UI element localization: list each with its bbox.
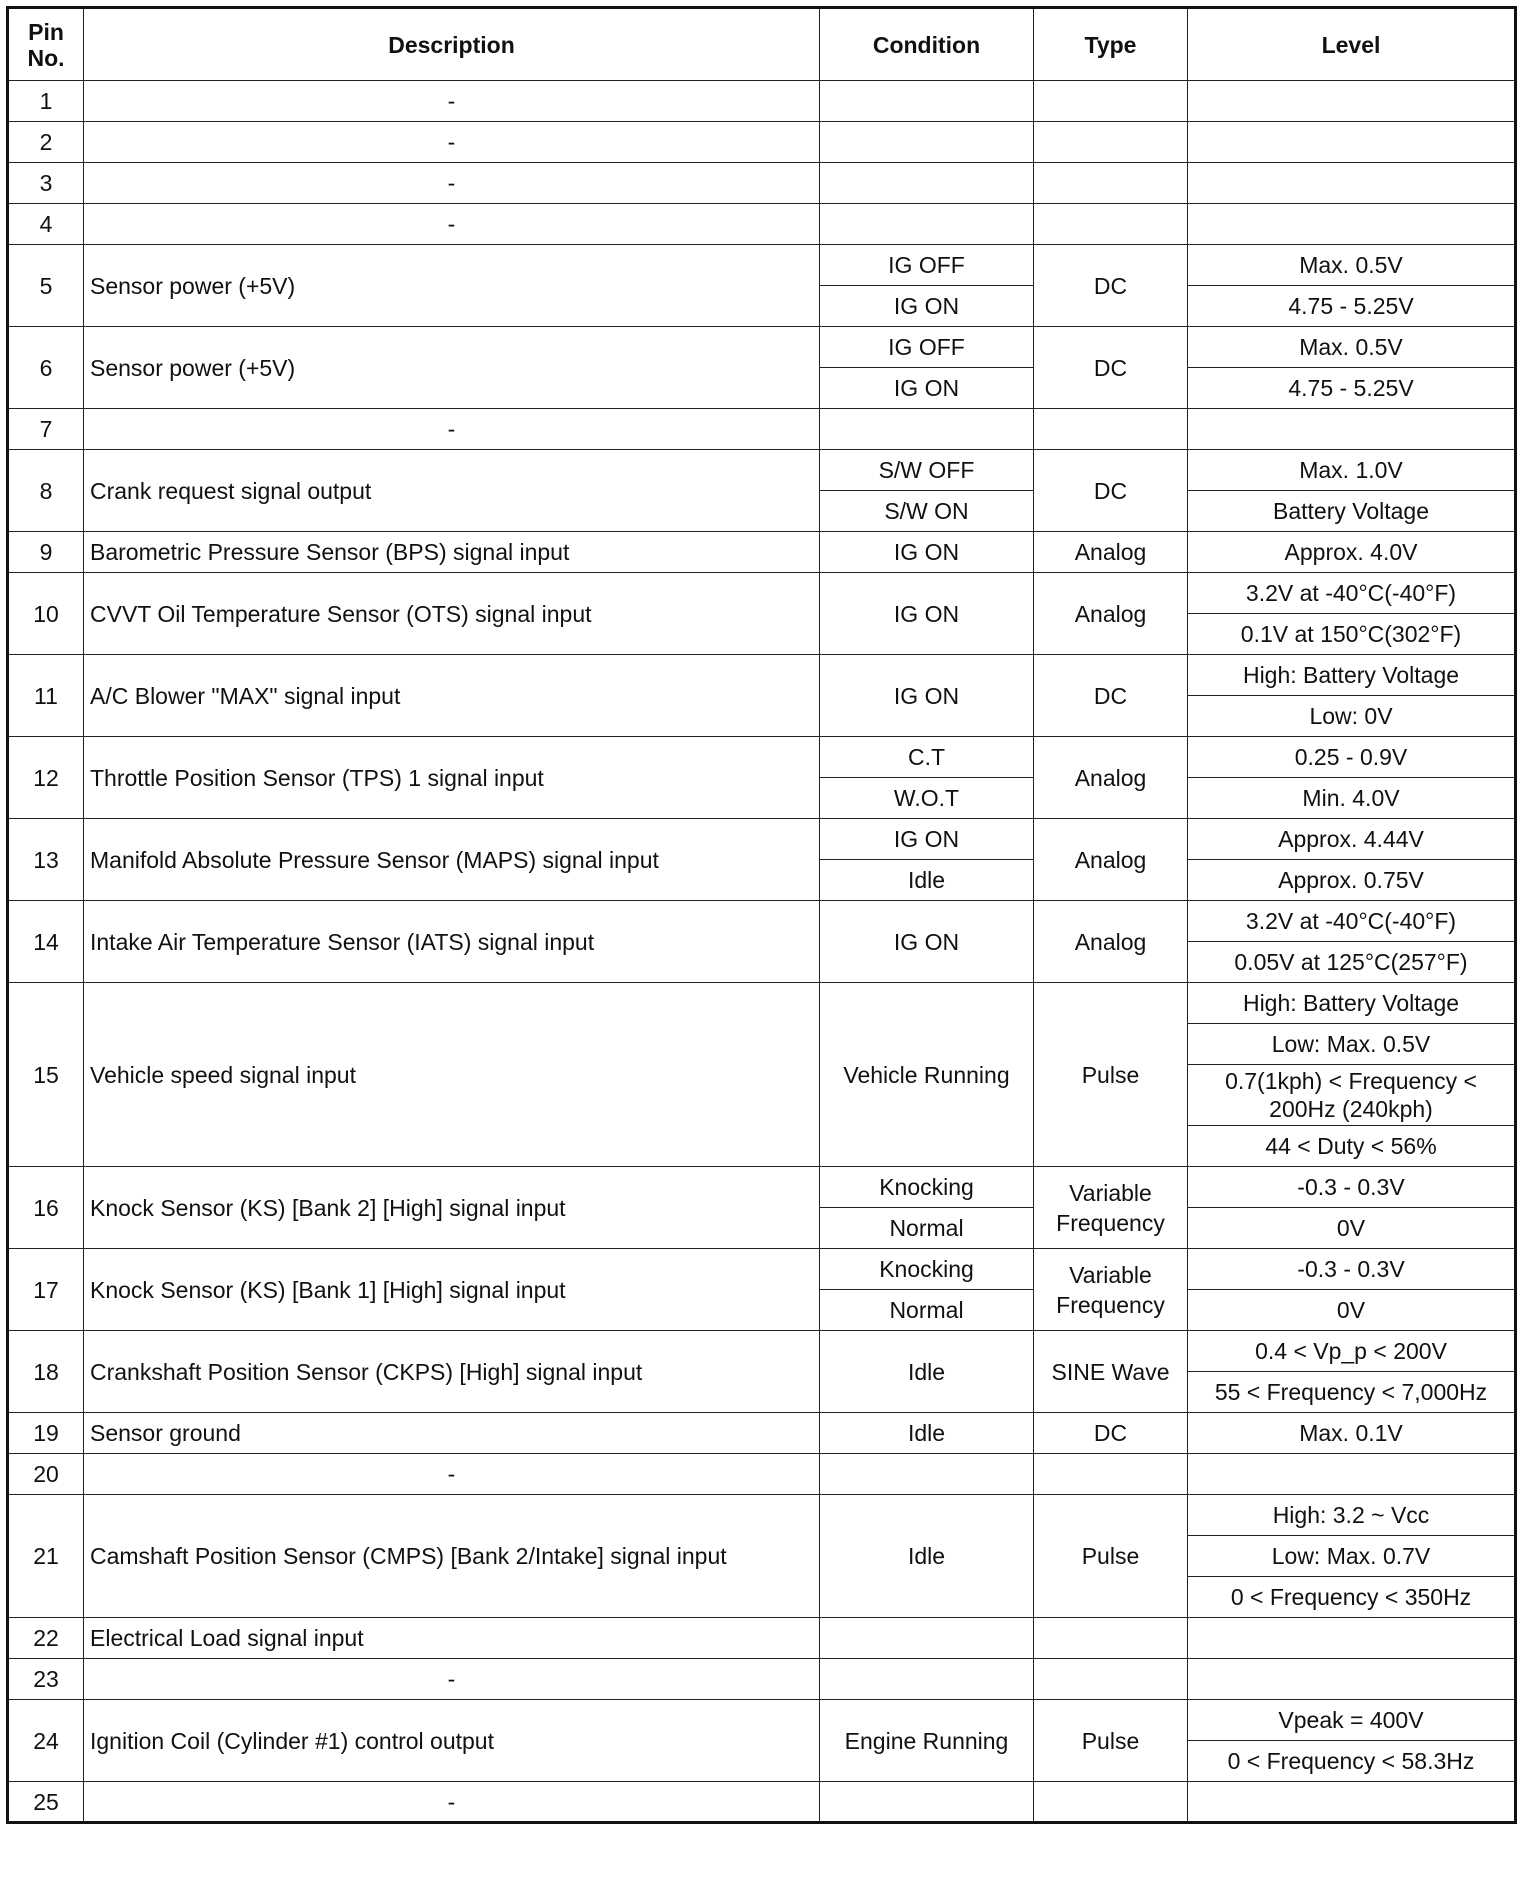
pin-number: 4 xyxy=(8,204,84,245)
pin-type: SINE Wave xyxy=(1034,1331,1188,1413)
pin-table-container xyxy=(6,6,1514,1824)
pin-condition: Normal xyxy=(820,1290,1034,1331)
pin-type xyxy=(1034,163,1188,204)
table-row xyxy=(8,245,1516,286)
header-level: Level xyxy=(1188,8,1516,81)
pin-level: 0.1V at 150°C(302°F) xyxy=(1188,614,1516,655)
pin-level: Battery Voltage xyxy=(1188,491,1516,532)
pin-type: Analog xyxy=(1034,573,1188,655)
pin-level: 0V xyxy=(1188,1290,1516,1331)
pin-level: Max. 1.0V xyxy=(1188,450,1516,491)
pin-description: - xyxy=(84,81,820,122)
pin-description: Vehicle speed signal input xyxy=(84,983,820,1167)
pin-level xyxy=(1188,1782,1516,1823)
pin-level xyxy=(1188,81,1516,122)
pin-description: Ignition Coil (Cylinder #1) control output xyxy=(84,1700,820,1782)
pin-number: 2 xyxy=(8,122,84,163)
pin-condition: IG ON xyxy=(820,901,1034,983)
pin-condition xyxy=(820,122,1034,163)
pin-condition: Vehicle Running xyxy=(820,983,1034,1167)
pin-level: Vpeak = 400V xyxy=(1188,1700,1516,1741)
pin-level: 0.4 < Vp_p < 200V xyxy=(1188,1331,1516,1372)
pin-type: DC xyxy=(1034,450,1188,532)
pin-level: Max. 0.5V xyxy=(1188,327,1516,368)
pin-level: Approx. 4.44V xyxy=(1188,819,1516,860)
pin-type xyxy=(1034,1782,1188,1823)
pin-type xyxy=(1034,122,1188,163)
pin-level: Low: Max. 0.5V xyxy=(1188,1024,1516,1065)
pin-level: Min. 4.0V xyxy=(1188,778,1516,819)
pin-level: -0.3 - 0.3V xyxy=(1188,1167,1516,1208)
header-pin-no xyxy=(8,8,84,81)
pin-level: Max. 0.1V xyxy=(1188,1413,1516,1454)
pin-condition xyxy=(820,1618,1034,1659)
pin-number: 6 xyxy=(8,327,84,409)
pin-description: - xyxy=(84,122,820,163)
pin-number: 18 xyxy=(8,1331,84,1413)
pin-description: Sensor power (+5V) xyxy=(84,245,820,327)
pin-description: - xyxy=(84,1659,820,1700)
pin-condition: Idle xyxy=(820,860,1034,901)
table-row xyxy=(8,1331,1516,1372)
pin-description: Barometric Pressure Sensor (BPS) signal input xyxy=(84,532,820,573)
table-row xyxy=(8,1167,1516,1208)
pin-level: Low: Max. 0.7V xyxy=(1188,1536,1516,1577)
pin-condition: IG ON xyxy=(820,655,1034,737)
pin-condition: Idle xyxy=(820,1331,1034,1413)
pin-number: 13 xyxy=(8,819,84,901)
pin-number: 15 xyxy=(8,983,84,1167)
pin-level: High: Battery Voltage xyxy=(1188,655,1516,696)
pin-level: Approx. 4.0V xyxy=(1188,532,1516,573)
pin-level: Max. 0.5V xyxy=(1188,245,1516,286)
pin-number: 5 xyxy=(8,245,84,327)
pin-level: 44 < Duty < 56% xyxy=(1188,1126,1516,1167)
pin-rows xyxy=(8,81,1516,1823)
pin-condition: Normal xyxy=(820,1208,1034,1249)
pin-level: 0.05V at 125°C(257°F) xyxy=(1188,942,1516,983)
pin-description: Throttle Position Sensor (TPS) 1 signal input xyxy=(84,737,820,819)
pin-number: 17 xyxy=(8,1249,84,1331)
table-row xyxy=(8,163,1516,204)
pin-level: 3.2V at -40°C(-40°F) xyxy=(1188,573,1516,614)
pin-condition: Idle xyxy=(820,1413,1034,1454)
table-row xyxy=(8,1782,1516,1823)
table-row xyxy=(8,737,1516,778)
pin-type xyxy=(1034,1659,1188,1700)
pin-level xyxy=(1188,163,1516,204)
pin-description: - xyxy=(84,1782,820,1823)
pin-type xyxy=(1034,204,1188,245)
pin-number: 12 xyxy=(8,737,84,819)
pin-type xyxy=(1034,1454,1188,1495)
pin-description: - xyxy=(84,409,820,450)
pin-type: DC xyxy=(1034,245,1188,327)
pin-type: Analog xyxy=(1034,901,1188,983)
pin-condition xyxy=(820,1782,1034,1823)
table-row xyxy=(8,1700,1516,1741)
pin-level: 3.2V at -40°C(-40°F) xyxy=(1188,901,1516,942)
pin-condition: C.T xyxy=(820,737,1034,778)
pin-level: 0V xyxy=(1188,1208,1516,1249)
pin-condition: W.O.T xyxy=(820,778,1034,819)
table-row xyxy=(8,1249,1516,1290)
pin-description: - xyxy=(84,204,820,245)
pin-type: Analog xyxy=(1034,532,1188,573)
table-row xyxy=(8,573,1516,614)
pin-number: 25 xyxy=(8,1782,84,1823)
pin-type xyxy=(1034,409,1188,450)
pin-condition: IG ON xyxy=(820,532,1034,573)
pin-description: - xyxy=(84,163,820,204)
pin-number: 1 xyxy=(8,81,84,122)
pin-condition xyxy=(820,1659,1034,1700)
pin-number: 16 xyxy=(8,1167,84,1249)
pin-condition xyxy=(820,163,1034,204)
pin-description: Camshaft Position Sensor (CMPS) [Bank 2/Intake] signal input xyxy=(84,1495,820,1618)
pin-level xyxy=(1188,1618,1516,1659)
pin-level xyxy=(1188,409,1516,450)
pin-description: Manifold Absolute Pressure Sensor (MAPS) signal input xyxy=(84,819,820,901)
pin-level: Low: 0V xyxy=(1188,696,1516,737)
pin-level: -0.3 - 0.3V xyxy=(1188,1249,1516,1290)
pin-type: Pulse xyxy=(1034,1700,1188,1782)
pin-condition: Knocking xyxy=(820,1249,1034,1290)
table-row xyxy=(8,655,1516,696)
pin-condition xyxy=(820,1454,1034,1495)
pin-condition: IG ON xyxy=(820,286,1034,327)
pin-level: High: Battery Voltage xyxy=(1188,983,1516,1024)
pin-number: 19 xyxy=(8,1413,84,1454)
pin-condition: IG ON xyxy=(820,368,1034,409)
pin-description: Sensor ground xyxy=(84,1413,820,1454)
pin-number: 20 xyxy=(8,1454,84,1495)
table-row xyxy=(8,1454,1516,1495)
pin-number: 3 xyxy=(8,163,84,204)
pin-type: DC xyxy=(1034,327,1188,409)
table-row xyxy=(8,819,1516,860)
pin-level xyxy=(1188,1454,1516,1495)
pin-description: Knock Sensor (KS) [Bank 1] [High] signal input xyxy=(84,1249,820,1331)
header-description: Description xyxy=(84,8,820,81)
pin-number: 11 xyxy=(8,655,84,737)
header-type: Type xyxy=(1034,8,1188,81)
pin-level: 4.75 - 5.25V xyxy=(1188,368,1516,409)
pin-condition: IG ON xyxy=(820,819,1034,860)
pin-number: 7 xyxy=(8,409,84,450)
pin-level xyxy=(1188,1659,1516,1700)
table-row xyxy=(8,1413,1516,1454)
pin-level xyxy=(1188,204,1516,245)
table-row xyxy=(8,983,1516,1024)
table-row xyxy=(8,1495,1516,1536)
table-header-row xyxy=(8,8,1516,81)
pin-type xyxy=(1034,81,1188,122)
pin-type: Analog xyxy=(1034,819,1188,901)
pin-number: 23 xyxy=(8,1659,84,1700)
table-row xyxy=(8,1618,1516,1659)
pin-number: 8 xyxy=(8,450,84,532)
pin-number: 21 xyxy=(8,1495,84,1618)
pin-level: High: 3.2 ~ Vcc xyxy=(1188,1495,1516,1536)
pin-number: 14 xyxy=(8,901,84,983)
pin-level: Approx. 0.75V xyxy=(1188,860,1516,901)
pin-type: Pulse xyxy=(1034,983,1188,1167)
pin-condition: IG ON xyxy=(820,573,1034,655)
pin-number: 9 xyxy=(8,532,84,573)
pin-description: Intake Air Temperature Sensor (IATS) signal input xyxy=(84,901,820,983)
pin-level xyxy=(1188,122,1516,163)
table-row xyxy=(8,532,1516,573)
pin-condition xyxy=(820,409,1034,450)
table-row xyxy=(8,1659,1516,1700)
pin-type: Pulse xyxy=(1034,1495,1188,1618)
pin-description: Crankshaft Position Sensor (CKPS) [High] signal input xyxy=(84,1331,820,1413)
table-row xyxy=(8,122,1516,163)
pin-level: 0 < Frequency < 58.3Hz xyxy=(1188,1741,1516,1782)
pin-type: DC xyxy=(1034,1413,1188,1454)
table-row xyxy=(8,901,1516,942)
table-row xyxy=(8,327,1516,368)
pin-type: DC xyxy=(1034,655,1188,737)
pin-condition: IG OFF xyxy=(820,245,1034,286)
pin-condition: Knocking xyxy=(820,1167,1034,1208)
pin-description: Electrical Load signal input xyxy=(84,1618,820,1659)
pin-description-table xyxy=(6,6,1517,1824)
pin-type: Analog xyxy=(1034,737,1188,819)
pin-description: A/C Blower "MAX" signal input xyxy=(84,655,820,737)
pin-condition: Idle xyxy=(820,1495,1034,1618)
pin-condition: Engine Running xyxy=(820,1700,1034,1782)
pin-condition: S/W OFF xyxy=(820,450,1034,491)
table-row xyxy=(8,409,1516,450)
pin-description: - xyxy=(84,1454,820,1495)
pin-number: 24 xyxy=(8,1700,84,1782)
header-pin-no-label: Pin No. xyxy=(27,18,65,71)
pin-level: 0 < Frequency < 350Hz xyxy=(1188,1577,1516,1618)
pin-type: Variable Frequency xyxy=(1034,1249,1188,1331)
pin-level: 0.7(1kph) < Frequency < 200Hz (240kph) xyxy=(1188,1065,1516,1126)
pin-condition: IG OFF xyxy=(820,327,1034,368)
table-row xyxy=(8,450,1516,491)
pin-number: 10 xyxy=(8,573,84,655)
pin-level: 0.25 - 0.9V xyxy=(1188,737,1516,778)
pin-condition: S/W ON xyxy=(820,491,1034,532)
pin-description: Crank request signal output xyxy=(84,450,820,532)
header-condition: Condition xyxy=(820,8,1034,81)
pin-description: Sensor power (+5V) xyxy=(84,327,820,409)
pin-type xyxy=(1034,1618,1188,1659)
pin-condition xyxy=(820,204,1034,245)
table-row xyxy=(8,81,1516,122)
pin-description: Knock Sensor (KS) [Bank 2] [High] signal input xyxy=(84,1167,820,1249)
pin-level: 55 < Frequency < 7,000Hz xyxy=(1188,1372,1516,1413)
pin-number: 22 xyxy=(8,1618,84,1659)
pin-description: CVVT Oil Temperature Sensor (OTS) signal input xyxy=(84,573,820,655)
pin-type: Variable Frequency xyxy=(1034,1167,1188,1249)
pin-level: 4.75 - 5.25V xyxy=(1188,286,1516,327)
pin-condition xyxy=(820,81,1034,122)
table-row xyxy=(8,204,1516,245)
